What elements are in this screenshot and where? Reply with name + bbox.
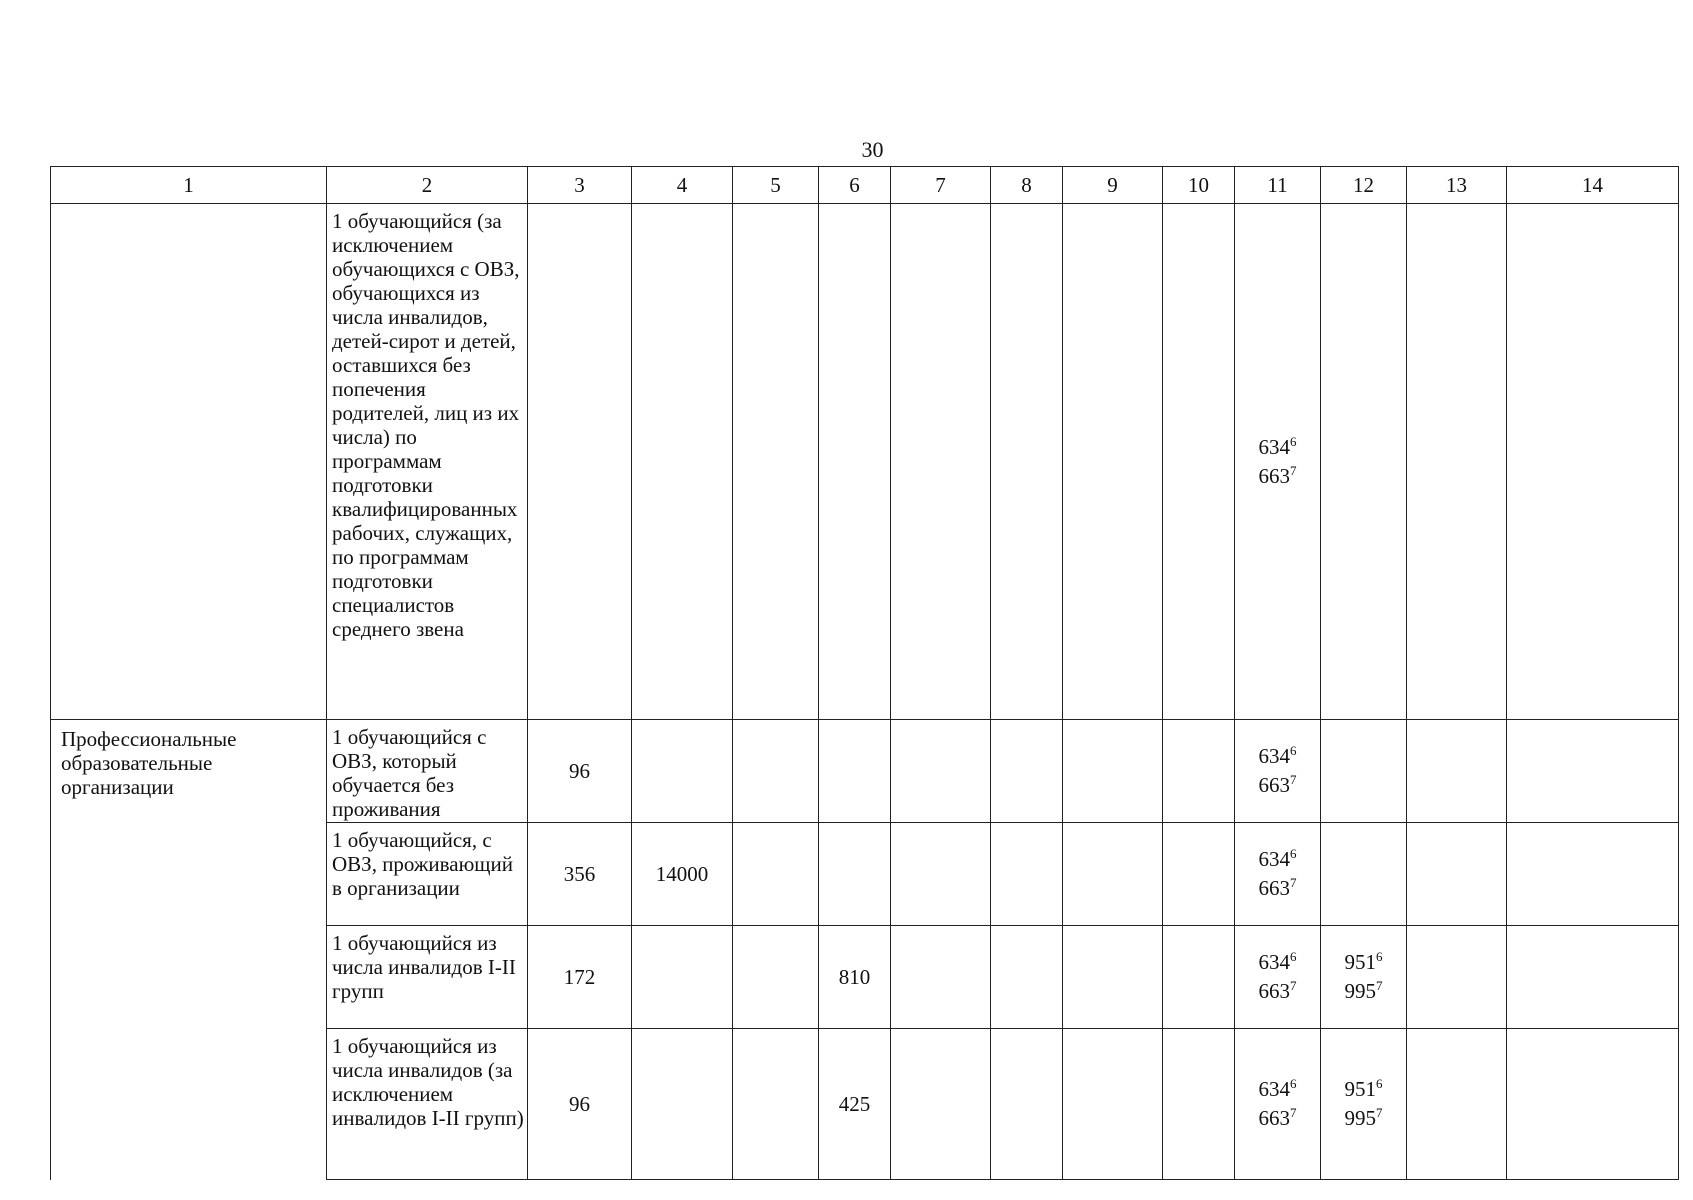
column-header: 6: [819, 167, 891, 204]
cell-col-10: [1163, 720, 1235, 823]
subsidy-value: [1235, 1104, 1320, 1133]
column-header: 3: [528, 167, 632, 204]
column-header: 7: [891, 167, 991, 204]
institution-cell-empty: [51, 204, 327, 720]
footnote-marker: 6: [1290, 743, 1297, 758]
column-header: 2: [327, 167, 528, 204]
cell-col-7: [891, 1029, 991, 1180]
cell-col-5: [733, 1029, 819, 1180]
subsidy-value: [1235, 462, 1320, 491]
subsidy-value: [1235, 1075, 1320, 1104]
subsidy-value: [1235, 874, 1320, 903]
subsidy-value: [1235, 845, 1320, 874]
cell-col-11: [1235, 720, 1321, 823]
column-header: 13: [1407, 167, 1507, 204]
cell-col-8: [991, 823, 1063, 926]
cell-col-10: [1163, 204, 1235, 720]
cell-col-6: 425: [819, 1029, 891, 1180]
subsidy-number: 634: [1258, 434, 1290, 459]
subsidy-number: 634: [1258, 950, 1290, 974]
cell-col-10: [1163, 926, 1235, 1029]
row-description: 1 обучающийся из числа инвалидов (за исключением инвалидов I-II групп): [327, 1029, 528, 1180]
row-description: 1 обучающийся, с ОВЗ, проживающий в организации: [327, 823, 528, 926]
subsidy-value: [1321, 1104, 1406, 1133]
cell-col-5: [733, 204, 819, 720]
cell-col-9: [1063, 720, 1163, 823]
cell-col-6: 810: [819, 926, 891, 1029]
column-number-header-row: [51, 167, 1679, 204]
footnote-marker: 7: [1290, 1105, 1297, 1120]
cell-col-7: [891, 720, 991, 823]
subsidy-value: [1235, 742, 1320, 771]
cell-col-4: [632, 926, 733, 1029]
cell-col-13: [1407, 823, 1507, 926]
cell-col-11: [1235, 204, 1321, 720]
cell-col-8: [991, 926, 1063, 1029]
cell-col-13: [1407, 204, 1507, 720]
subsidy-number: 634: [1258, 1077, 1290, 1101]
column-header: 4: [632, 167, 733, 204]
footnote-marker: 7: [1290, 875, 1297, 890]
cell-col-12: [1321, 1029, 1407, 1180]
cell-col-4: [632, 1029, 733, 1180]
column-header: 9: [1063, 167, 1163, 204]
footnote-marker: 6: [1290, 846, 1297, 861]
page-number: 30: [861, 137, 884, 162]
cell-col-12: [1321, 823, 1407, 926]
cell-col-9: [1063, 204, 1163, 720]
cell-col-14: [1507, 204, 1679, 720]
cell-col-4: [632, 204, 733, 720]
cell-col-12: [1321, 926, 1407, 1029]
subsidy-value: [1235, 433, 1320, 462]
cell-col-7: [891, 823, 991, 926]
subsidy-value: [1321, 1075, 1406, 1104]
footnote-marker: 7: [1290, 772, 1297, 787]
subsidy-number: 663: [1258, 463, 1290, 488]
cell-col-11: [1235, 823, 1321, 926]
column-header: 12: [1321, 167, 1407, 204]
cell-col-6: [819, 204, 891, 720]
subsidy-value: [1235, 948, 1320, 977]
column-header: 1: [51, 167, 327, 204]
tariff-table: [50, 166, 1679, 1180]
cell-col-5: [733, 926, 819, 1029]
footnote-marker: 7: [1290, 978, 1297, 993]
row-description: 1 обучающийся (за исключением обучающихся с ОВЗ, обучающихся из числа инвалидов, детей-сирот и детей, оставшихся без попечения родителей, лиц из их числа) по программам подготовки квалифицированных рабочих, служащих, по программам подготовки специалистов среднего звена: [327, 204, 528, 720]
subsidy-number: 951: [1344, 950, 1376, 974]
cell-col-8: [991, 1029, 1063, 1180]
cell-col-10: [1163, 1029, 1235, 1180]
subsidy-value: [1235, 977, 1320, 1006]
cell-col-3: 356: [528, 823, 632, 926]
cell-col-3: 96: [528, 1029, 632, 1180]
cell-col-5: [733, 720, 819, 823]
subsidy-number: 663: [1258, 1106, 1290, 1130]
cell-col-7: [891, 204, 991, 720]
table-row: [51, 720, 1679, 823]
cell-col-14: [1507, 823, 1679, 926]
footnote-marker: 6: [1376, 1076, 1383, 1091]
footnote-marker: 7: [1376, 1105, 1383, 1120]
cell-col-14: [1507, 1029, 1679, 1180]
cell-col-13: [1407, 1029, 1507, 1180]
cell-col-9: [1063, 1029, 1163, 1180]
subsidy-number: 663: [1258, 773, 1290, 797]
cell-col-6: [819, 823, 891, 926]
cell-col-6: [819, 720, 891, 823]
column-header: 14: [1507, 167, 1679, 204]
cell-col-14: [1507, 926, 1679, 1029]
cell-col-5: [733, 823, 819, 926]
cell-col-14: [1507, 720, 1679, 823]
cell-col-9: [1063, 823, 1163, 926]
cell-col-3: 172: [528, 926, 632, 1029]
cell-col-9: [1063, 926, 1163, 1029]
footnote-marker: 7: [1376, 978, 1383, 993]
table-row: [51, 204, 1679, 720]
cell-col-11: [1235, 926, 1321, 1029]
cell-col-12: [1321, 720, 1407, 823]
footnote-marker: 6: [1290, 1076, 1297, 1091]
cell-col-3: [528, 204, 632, 720]
cell-col-8: [991, 204, 1063, 720]
cell-col-13: [1407, 720, 1507, 823]
cell-col-4: [632, 720, 733, 823]
subsidy-number: 951: [1344, 1077, 1376, 1101]
cell-col-11: [1235, 1029, 1321, 1180]
footnote-marker: 6: [1376, 949, 1383, 964]
cell-col-13: [1407, 926, 1507, 1029]
institution-type-cell: Профессиональные образовательные организации: [51, 720, 327, 1180]
subsidy-number: 995: [1344, 1106, 1376, 1130]
column-header: 5: [733, 167, 819, 204]
cell-col-7: [891, 926, 991, 1029]
subsidy-value: [1321, 977, 1406, 1006]
footnote-marker: 6: [1290, 949, 1297, 964]
footnote-marker: 6: [1290, 433, 1297, 449]
cell-col-12: [1321, 204, 1407, 720]
subsidy-number: 995: [1344, 979, 1376, 1003]
row-description: 1 обучающийся из числа инвалидов I-II групп: [327, 926, 528, 1029]
cell-col-3: 96: [528, 720, 632, 823]
subsidy-number: 634: [1258, 847, 1290, 871]
column-header: 11: [1235, 167, 1321, 204]
subsidy-number: 663: [1258, 876, 1290, 900]
footnote-marker: 7: [1290, 462, 1297, 478]
cell-col-4: 14000: [632, 823, 733, 926]
column-header: 8: [991, 167, 1063, 204]
row-description: 1 обучающийся с ОВЗ, который обучается без проживания: [327, 720, 528, 823]
subsidy-number: 634: [1258, 744, 1290, 768]
column-header: 10: [1163, 167, 1235, 204]
cell-col-10: [1163, 823, 1235, 926]
subsidy-number: 663: [1258, 979, 1290, 1003]
subsidy-value: [1321, 948, 1406, 977]
cell-col-8: [991, 720, 1063, 823]
subsidy-value: [1235, 771, 1320, 800]
